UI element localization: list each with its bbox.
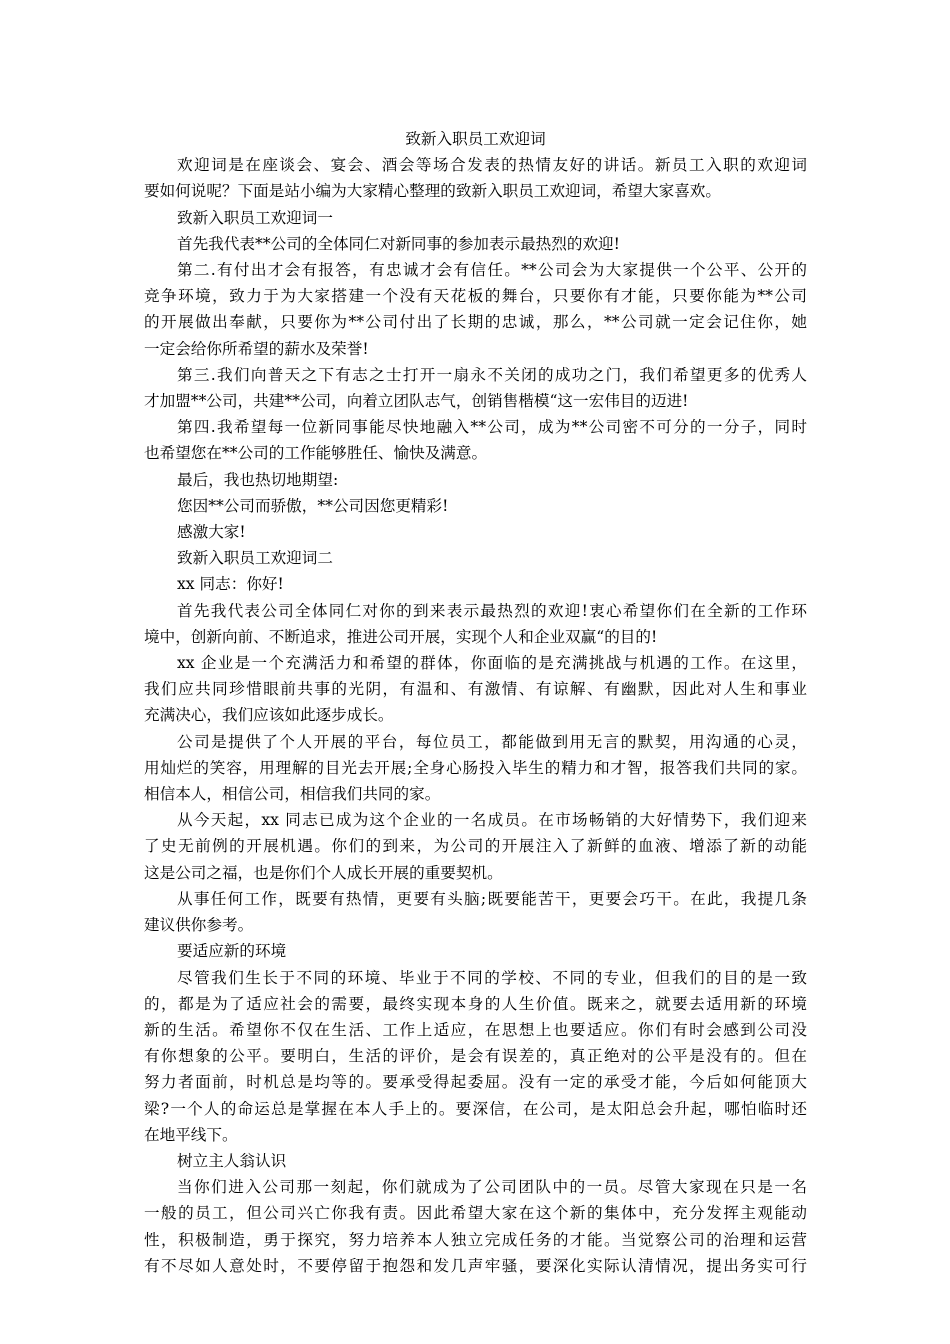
text-line: 致新入职员工欢迎词一 — [177, 208, 333, 227]
text-line: 这是公司之福，也是你们个人成长开展的重要契机。 — [144, 863, 503, 882]
text-line: 尽管我们生长于不同的环境、毕业于不同的学校、不同的专业，但我们的目的是一致 — [177, 968, 807, 987]
document-page — [144, 126, 807, 1279]
text-line: 第四.我希望每一位新同事能尽快地融入**公司，成为**公司密不可分的一分子，同时 — [177, 418, 807, 437]
text-line: 竞争环境，致力于为大家搭建一个没有天花板的舞台，只要你有才能，只要你能为**公司 — [144, 287, 807, 306]
text-line: 要如何说呢？下面是站小编为大家精心整理的致新入职员工欢迎词，希望大家喜欢。 — [144, 182, 721, 201]
text-line: 树立主人翁认识 — [177, 1151, 287, 1170]
text-line: 了史无前例的开展机遇。你们的到来，为公司的开展注入了新鲜的血液、增添了新的动能 — [144, 837, 807, 856]
text-line: 新的生活。希望你不仅在生活、工作上适应，在思想上也要适应。你们有时会感到公司没 — [144, 1020, 807, 1039]
text-line: 我们应共同珍惜眼前共事的光阴，有温和、有激情、有谅解、有幽默，因此对人生和事业 — [144, 680, 807, 699]
document-body — [144, 152, 807, 1279]
text-line: 用灿烂的笑容，用理解的目光去开展;全身心肠投入毕生的精力和才智，报答我们共同的家。 — [144, 758, 807, 777]
text-line: 充满决心，我们应该如此逐步成长。 — [144, 706, 394, 725]
text-line: 您因**公司而骄傲，**公司因您更精彩! — [177, 496, 449, 515]
text-line: 有你想象的公平。要明白，生活的评价，是会有误差的，真正绝对的公平是没有的。但在 — [144, 1047, 807, 1066]
text-line: 性，积极制造，勇于探究，努力培养本人独立完成任务的才能。当觉察公司的治理和运营 — [144, 1230, 807, 1249]
text-line: 建议供你参考。 — [144, 916, 254, 935]
text-line: xx 企业是一个充满活力和希望的群体，你面临的是充满挑战与机遇的工作。在这里， — [177, 654, 807, 673]
text-line: 致新入职员工欢迎词二 — [177, 549, 333, 568]
text-line: 才加盟**公司，共建**公司，向着立团队志气，创销售楷模“这一宏伟目的迈进! — [144, 392, 689, 411]
text-line: 在地平线下。 — [144, 1125, 238, 1144]
text-line: 第二.有付出才会有报答，有忠诚才会有信任。**公司会为大家提供一个公平、公开的 — [177, 261, 807, 280]
text-line: 努力者面前，时机总是均等的。要承受得起委屈。没有一定的承受才能，今后如何能顶大 — [144, 1073, 807, 1092]
text-line: 的开展做出奉献，只要你为**公司付出了长期的忠诚，那么，**公司就一定会记住你，她 — [144, 313, 807, 332]
text-line: 也希望您在**公司的工作能够胜任、愉快及满意。 — [144, 444, 488, 463]
text-line: 感激大家! — [177, 523, 246, 542]
text-line: 要适应新的环境 — [177, 942, 287, 961]
text-line: 梁?一个人的命运总是掌握在本人手上的。要深信，在公司，是太阳总会升起，哪怕临时还 — [144, 1099, 807, 1118]
text-line: 一般的员工，但公司兴亡你我有责。因此希望大家在这个新的集体中，充分发挥主观能动 — [144, 1204, 807, 1223]
text-line: 当你们进入公司那一刻起，你们就成为了公司团队中的一员。尽管大家现在只是一名 — [177, 1178, 807, 1197]
text-line: 最后，我也热切地期望: — [177, 470, 339, 489]
text-line: 一定会给你所希望的薪水及荣誉! — [144, 339, 369, 358]
document-title: 致新入职员工欢迎词 — [405, 130, 546, 148]
text-line: xx 同志：你好! — [177, 575, 284, 594]
text-line: 境中，创新向前、不断追求，推进公司开展，实现个人和企业双赢“的目的! — [144, 627, 658, 646]
text-line: 有不尽如人意处时，不要停留于抱怨和发几声牢骚，要深化实际认清情况，提出务实可行 — [144, 1256, 807, 1275]
text-line: 首先我代表公司全体同仁对你的到来表示最热烈的欢迎!衷心希望你们在全新的工作环 — [177, 601, 807, 620]
text-line: 相信本人，相信公司，相信我们共同的家。 — [144, 785, 441, 804]
text-line: 从今天起，xx 同志已成为这个企业的一名成员。在市场畅销的大好情势下，我们迎来 — [177, 811, 807, 830]
text-line: 欢迎词是在座谈会、宴会、酒会等场合发表的热情友好的讲话。新员工入职的欢迎词 — [177, 156, 807, 175]
text-line: 公司是提供了个人开展的平台，每位员工，都能做到用无言的默契，用沟通的心灵， — [177, 732, 807, 751]
text-line: 第三.我们向普天之下有志之士打开一扇永不关闭的成功之门，我们希望更多的优秀人 — [177, 365, 807, 384]
text-line: 从事任何工作，既要有热情，更要有头脑;既要能苦干，更要会巧干。在此，我提几条 — [177, 889, 807, 908]
text-line: 首先我代表**公司的全体同仁对新同事的参加表示最热烈的欢迎! — [177, 234, 620, 253]
text-line: 的，都是为了适应社会的需要，最终实现本身的人生价值。既来之，就要去适用新的环境 — [144, 994, 807, 1013]
